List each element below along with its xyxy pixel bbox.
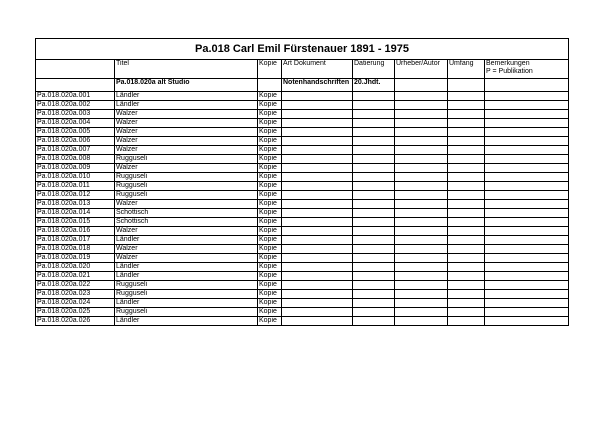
row-urheber — [395, 218, 448, 227]
row-titel: Walzer — [115, 164, 258, 173]
row-titel: Rugguseli — [115, 281, 258, 290]
archive-table — [35, 38, 569, 326]
row-art-dokument — [282, 227, 353, 236]
row-datierung — [353, 137, 395, 146]
row-signatur: Pa.018.020a.024 — [36, 299, 115, 308]
row-art-dokument — [282, 110, 353, 119]
row-bemerkungen — [485, 164, 569, 173]
row-bemerkungen — [485, 245, 569, 254]
table-row — [36, 308, 569, 317]
row-urheber — [395, 263, 448, 272]
table-row — [36, 92, 569, 101]
row-datierung — [353, 227, 395, 236]
row-art-dokument — [282, 155, 353, 164]
row-umfang — [448, 182, 485, 191]
row-art-dokument — [282, 128, 353, 137]
row-umfang — [448, 263, 485, 272]
table-row — [36, 263, 569, 272]
row-titel: Walzer — [115, 254, 258, 263]
row-umfang — [448, 110, 485, 119]
row-art-dokument — [282, 218, 353, 227]
archive-sheet — [35, 38, 568, 326]
row-bemerkungen — [485, 128, 569, 137]
row-umfang — [448, 164, 485, 173]
row-bemerkungen — [485, 182, 569, 191]
row-urheber — [395, 155, 448, 164]
row-datierung — [353, 200, 395, 209]
header-art-dokument: Art Dokument — [282, 60, 353, 79]
row-bemerkungen — [485, 263, 569, 272]
row-urheber — [395, 272, 448, 281]
row-kopie: Kopie — [258, 308, 282, 317]
row-datierung — [353, 173, 395, 182]
row-umfang — [448, 146, 485, 155]
row-signatur: Pa.018.020a.013 — [36, 200, 115, 209]
row-kopie: Kopie — [258, 182, 282, 191]
row-bemerkungen — [485, 299, 569, 308]
row-titel: Walzer — [115, 137, 258, 146]
row-urheber — [395, 245, 448, 254]
table-row — [36, 128, 569, 137]
row-umfang — [448, 173, 485, 182]
row-umfang — [448, 254, 485, 263]
row-datierung — [353, 308, 395, 317]
row-urheber — [395, 92, 448, 101]
row-bemerkungen — [485, 281, 569, 290]
table-row — [36, 290, 569, 299]
row-signatur: Pa.018.020a.009 — [36, 164, 115, 173]
row-umfang — [448, 308, 485, 317]
row-kopie: Kopie — [258, 218, 282, 227]
table-row — [36, 299, 569, 308]
row-kopie: Kopie — [258, 290, 282, 299]
row-bemerkungen — [485, 317, 569, 326]
row-urheber — [395, 173, 448, 182]
row-datierung — [353, 191, 395, 200]
row-bemerkungen — [485, 101, 569, 110]
table-row — [36, 281, 569, 290]
header-bemerkungen — [485, 60, 569, 79]
row-datierung — [353, 128, 395, 137]
row-bemerkungen — [485, 308, 569, 317]
row-bemerkungen — [485, 218, 569, 227]
row-titel: Ländler — [115, 236, 258, 245]
row-umfang — [448, 128, 485, 137]
row-kopie: Kopie — [258, 173, 282, 182]
row-signatur: Pa.018.020a.025 — [36, 308, 115, 317]
row-datierung — [353, 146, 395, 155]
row-signatur: Pa.018.020a.019 — [36, 254, 115, 263]
header-umfang: Umfang — [448, 60, 485, 79]
row-urheber — [395, 254, 448, 263]
row-kopie: Kopie — [258, 146, 282, 155]
row-bemerkungen — [485, 272, 569, 281]
table-row — [36, 272, 569, 281]
row-art-dokument — [282, 308, 353, 317]
row-urheber — [395, 308, 448, 317]
row-urheber — [395, 137, 448, 146]
row-art-dokument — [282, 146, 353, 155]
table-row — [36, 317, 569, 326]
row-umfang — [448, 290, 485, 299]
row-art-dokument — [282, 191, 353, 200]
row-signatur: Pa.018.020a.014 — [36, 209, 115, 218]
row-signatur: Pa.018.020a.023 — [36, 290, 115, 299]
header-row — [36, 60, 569, 79]
row-art-dokument — [282, 209, 353, 218]
row-datierung — [353, 281, 395, 290]
row-art-dokument — [282, 137, 353, 146]
row-signatur: Pa.018.020a.004 — [36, 119, 115, 128]
row-art-dokument — [282, 236, 353, 245]
row-signatur: Pa.018.020a.001 — [36, 92, 115, 101]
row-umfang — [448, 317, 485, 326]
row-signatur: Pa.018.020a.020 — [36, 263, 115, 272]
row-titel: Ländler — [115, 92, 258, 101]
table-row — [36, 119, 569, 128]
row-datierung — [353, 119, 395, 128]
row-kopie: Kopie — [258, 155, 282, 164]
row-datierung — [353, 218, 395, 227]
row-bemerkungen — [485, 137, 569, 146]
row-bemerkungen — [485, 209, 569, 218]
row-kopie: Kopie — [258, 119, 282, 128]
group-empty-urheber — [395, 79, 448, 92]
row-titel: Rugguseli — [115, 191, 258, 200]
row-umfang — [448, 227, 485, 236]
row-titel: Schottisch — [115, 209, 258, 218]
row-urheber — [395, 299, 448, 308]
row-kopie: Kopie — [258, 245, 282, 254]
row-signatur: Pa.018.020a.022 — [36, 281, 115, 290]
row-kopie: Kopie — [258, 209, 282, 218]
row-urheber — [395, 227, 448, 236]
row-art-dokument — [282, 272, 353, 281]
row-kopie: Kopie — [258, 236, 282, 245]
row-urheber — [395, 236, 448, 245]
row-signatur: Pa.018.020a.016 — [36, 227, 115, 236]
row-signatur: Pa.018.020a.003 — [36, 110, 115, 119]
row-bemerkungen — [485, 227, 569, 236]
table-row — [36, 200, 569, 209]
row-datierung — [353, 245, 395, 254]
row-titel: Rugguseli — [115, 182, 258, 191]
table-row — [36, 209, 569, 218]
row-umfang — [448, 92, 485, 101]
row-kopie: Kopie — [258, 281, 282, 290]
header-urheber: Urheber/Autor — [395, 60, 448, 79]
row-art-dokument — [282, 164, 353, 173]
table-row — [36, 137, 569, 146]
row-urheber — [395, 101, 448, 110]
row-datierung — [353, 272, 395, 281]
row-bemerkungen — [485, 173, 569, 182]
row-signatur: Pa.018.020a.002 — [36, 101, 115, 110]
row-signatur: Pa.018.020a.015 — [36, 218, 115, 227]
row-titel: Rugguseli — [115, 173, 258, 182]
row-datierung — [353, 254, 395, 263]
header-bemerkungen-note: P = Publikation — [486, 68, 533, 75]
table-row — [36, 236, 569, 245]
row-titel: Ländler — [115, 272, 258, 281]
row-umfang — [448, 119, 485, 128]
row-titel: Ländler — [115, 299, 258, 308]
row-art-dokument — [282, 290, 353, 299]
row-signatur: Pa.018.020a.006 — [36, 137, 115, 146]
table-row — [36, 164, 569, 173]
row-urheber — [395, 191, 448, 200]
row-bemerkungen — [485, 236, 569, 245]
row-umfang — [448, 245, 485, 254]
row-datierung — [353, 164, 395, 173]
row-urheber — [395, 200, 448, 209]
row-titel: Walzer — [115, 119, 258, 128]
row-urheber — [395, 128, 448, 137]
table-row — [36, 254, 569, 263]
row-datierung — [353, 182, 395, 191]
row-signatur: Pa.018.020a.011 — [36, 182, 115, 191]
header-titel: Titel — [115, 60, 258, 79]
row-datierung — [353, 110, 395, 119]
table-row — [36, 155, 569, 164]
row-kopie: Kopie — [258, 254, 282, 263]
row-art-dokument — [282, 92, 353, 101]
row-kopie: Kopie — [258, 92, 282, 101]
row-signatur: Pa.018.020a.008 — [36, 155, 115, 164]
table-row — [36, 101, 569, 110]
row-umfang — [448, 209, 485, 218]
row-urheber — [395, 182, 448, 191]
row-bemerkungen — [485, 92, 569, 101]
row-signatur: Pa.018.020a.012 — [36, 191, 115, 200]
group-row — [36, 79, 569, 92]
row-datierung — [353, 317, 395, 326]
table-row — [36, 182, 569, 191]
row-urheber — [395, 209, 448, 218]
table-row — [36, 191, 569, 200]
row-umfang — [448, 191, 485, 200]
row-datierung — [353, 92, 395, 101]
row-umfang — [448, 200, 485, 209]
page-title: Pa.018 Carl Emil Fürstenauer 1891 - 1975 — [36, 39, 569, 60]
table-row — [36, 218, 569, 227]
row-umfang — [448, 299, 485, 308]
row-titel: Rugguseli — [115, 155, 258, 164]
row-kopie: Kopie — [258, 164, 282, 173]
row-urheber — [395, 164, 448, 173]
group-empty-kopie — [258, 79, 282, 92]
group-label: Pa.018.020a alt Studio — [115, 79, 258, 92]
table-row — [36, 173, 569, 182]
row-art-dokument — [282, 173, 353, 182]
row-bemerkungen — [485, 290, 569, 299]
row-urheber — [395, 119, 448, 128]
row-urheber — [395, 110, 448, 119]
row-datierung — [353, 155, 395, 164]
row-kopie: Kopie — [258, 227, 282, 236]
row-signatur: Pa.018.020a.017 — [36, 236, 115, 245]
row-art-dokument — [282, 101, 353, 110]
row-signatur: Pa.018.020a.026 — [36, 317, 115, 326]
row-titel: Walzer — [115, 245, 258, 254]
row-datierung — [353, 209, 395, 218]
header-signatur — [36, 60, 115, 79]
row-art-dokument — [282, 182, 353, 191]
row-signatur: Pa.018.020a.021 — [36, 272, 115, 281]
row-titel: Rugguseli — [115, 290, 258, 299]
row-umfang — [448, 101, 485, 110]
group-art: Notenhandschriften — [282, 79, 353, 92]
group-empty-bemerkungen — [485, 79, 569, 92]
table-row — [36, 245, 569, 254]
row-kopie: Kopie — [258, 200, 282, 209]
row-umfang — [448, 218, 485, 227]
header-bemerkungen-label: Bemerkungen — [486, 60, 530, 67]
row-bemerkungen — [485, 191, 569, 200]
row-art-dokument — [282, 245, 353, 254]
row-umfang — [448, 155, 485, 164]
row-kopie: Kopie — [258, 263, 282, 272]
row-bemerkungen — [485, 110, 569, 119]
row-art-dokument — [282, 119, 353, 128]
row-kopie: Kopie — [258, 299, 282, 308]
row-titel: Walzer — [115, 110, 258, 119]
row-art-dokument — [282, 317, 353, 326]
row-urheber — [395, 281, 448, 290]
row-kopie: Kopie — [258, 272, 282, 281]
row-art-dokument — [282, 263, 353, 272]
row-bemerkungen — [485, 119, 569, 128]
row-signatur: Pa.018.020a.018 — [36, 245, 115, 254]
row-datierung — [353, 290, 395, 299]
row-kopie: Kopie — [258, 317, 282, 326]
row-datierung — [353, 101, 395, 110]
row-bemerkungen — [485, 254, 569, 263]
row-urheber — [395, 146, 448, 155]
header-kopie: Kopie — [258, 60, 282, 79]
row-titel: Rugguseli — [115, 308, 258, 317]
row-art-dokument — [282, 299, 353, 308]
row-kopie: Kopie — [258, 191, 282, 200]
row-bemerkungen — [485, 200, 569, 209]
row-art-dokument — [282, 254, 353, 263]
row-kopie: Kopie — [258, 110, 282, 119]
row-umfang — [448, 281, 485, 290]
group-empty-umfang — [448, 79, 485, 92]
row-titel: Ländler — [115, 101, 258, 110]
row-kopie: Kopie — [258, 137, 282, 146]
row-art-dokument — [282, 281, 353, 290]
row-titel: Ländler — [115, 263, 258, 272]
group-datierung: 20.Jhdt. — [353, 79, 395, 92]
group-empty-signatur — [36, 79, 115, 92]
header-datierung: Datierung — [353, 60, 395, 79]
row-titel: Walzer — [115, 128, 258, 137]
row-titel: Schottisch — [115, 218, 258, 227]
row-datierung — [353, 263, 395, 272]
table-row — [36, 146, 569, 155]
row-signatur: Pa.018.020a.005 — [36, 128, 115, 137]
row-titel: Ländler — [115, 317, 258, 326]
row-bemerkungen — [485, 155, 569, 164]
table-row — [36, 227, 569, 236]
row-titel: Walzer — [115, 227, 258, 236]
row-kopie: Kopie — [258, 128, 282, 137]
row-art-dokument — [282, 200, 353, 209]
row-titel: Walzer — [115, 200, 258, 209]
row-umfang — [448, 137, 485, 146]
row-umfang — [448, 236, 485, 245]
row-datierung — [353, 236, 395, 245]
table-row — [36, 110, 569, 119]
row-urheber — [395, 290, 448, 299]
row-urheber — [395, 317, 448, 326]
row-datierung — [353, 299, 395, 308]
row-signatur: Pa.018.020a.010 — [36, 173, 115, 182]
row-signatur: Pa.018.020a.007 — [36, 146, 115, 155]
row-kopie: Kopie — [258, 101, 282, 110]
row-bemerkungen — [485, 146, 569, 155]
row-umfang — [448, 272, 485, 281]
row-titel: Walzer — [115, 146, 258, 155]
